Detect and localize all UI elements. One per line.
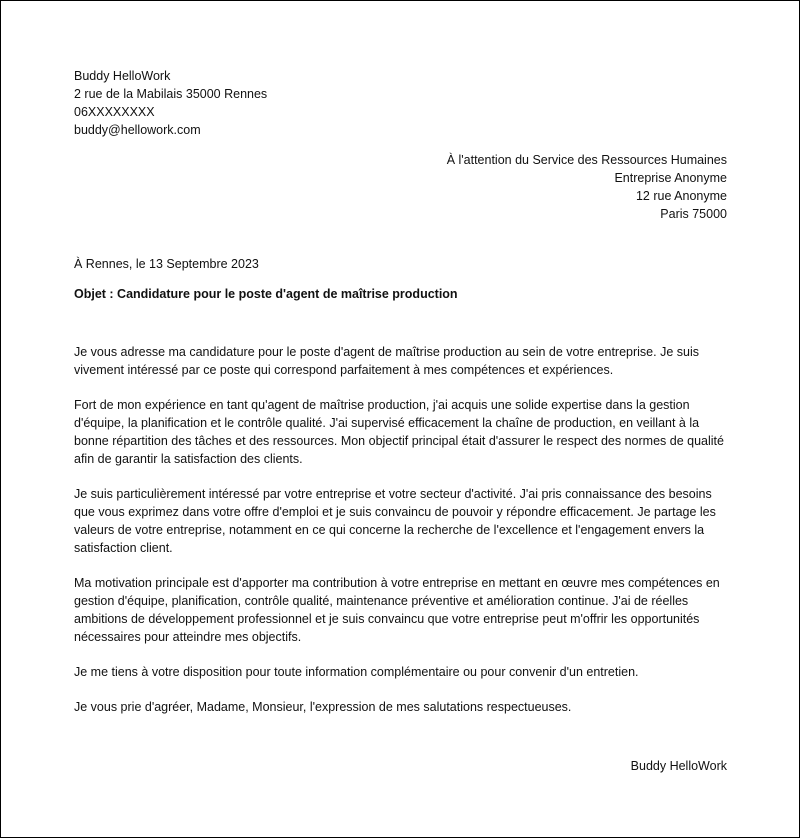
body-paragraph: Fort de mon expérience en tant qu'agent de maîtrise production, j'ai acquis une solide expertise dans la gestion d'équipe, la planification et le contrôle qualité. J'ai supervisé efficacement la chaîne de production, en veillant à la bonne répartition des tâches et des ressources. Mon objectif principal était d'assurer le respect des normes de qualité afin de garantir la satisfaction des clients. xyxy=(74,398,724,466)
recipient-city: Paris 75000 xyxy=(660,207,727,221)
sender-email: buddy@hellowork.com xyxy=(74,123,201,137)
recipient-street: 12 rue Anonyme xyxy=(635,189,727,203)
body-paragraph: Je suis particulièrement intéressé par votre entreprise et votre secteur d'activité. J'ai pris connaissance des besoins que vous exprimez dans votre offre d'emploi et je suis convaincu de pouvoir y répondre efficacement. Je partage les valeurs de votre entreprise, notamment en ce qui concerne la recherche de l'excellence et l'engagement envers la satisfaction client. xyxy=(74,487,716,555)
signature: Buddy HelloWork xyxy=(630,759,727,773)
letter-body xyxy=(74,343,734,733)
body-paragraph: Ma motivation principale est d'apporter ma contribution à votre entreprise en mettant en œuvre mes compétences en gestion d'équipe, planification, contrôle qualité, maintenance préventive et amélioration continue. J'ai de réelles ambitions de développement professionnel et je suis convaincu que votre entreprise peut m'offrir les opportunités nécessaires pour atteindre mes objectifs. xyxy=(74,576,720,644)
date-line: À Rennes, le 13 Septembre 2023 xyxy=(74,257,259,271)
sender-phone: 06XXXXXXXX xyxy=(74,105,155,119)
subject-line: Objet : Candidature pour le poste d'agent de maîtrise production xyxy=(74,287,458,301)
body-paragraph: Je vous adresse ma candidature pour le poste d'agent de maîtrise production au sein de votre entreprise. Je suis vivement intéressé par ce poste qui correspond parfaitement à mes compétences et expériences. xyxy=(74,345,699,377)
sender-address: 2 rue de la Mabilais 35000 Rennes xyxy=(74,87,268,101)
body-paragraph: Je vous prie d'agréer, Madame, Monsieur, l'expression de mes salutations respectueuses. xyxy=(74,700,572,714)
sender-block xyxy=(74,67,267,139)
recipient-company: Entreprise Anonyme xyxy=(614,171,727,185)
sender-name: Buddy HelloWork xyxy=(74,69,171,83)
recipient-block xyxy=(447,151,727,223)
body-paragraph: Je me tiens à votre disposition pour toute information complémentaire ou pour convenir d'un entretien. xyxy=(74,665,639,679)
recipient-attention: À l'attention du Service des Ressources Humaines xyxy=(446,153,727,167)
